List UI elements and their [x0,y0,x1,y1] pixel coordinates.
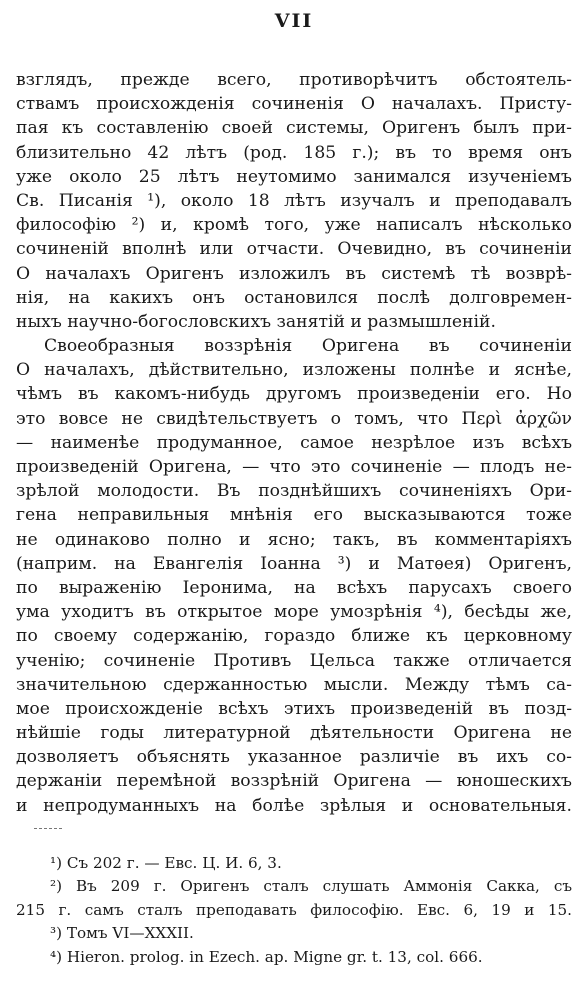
footnote: ²) Въ 209 г. Оригенъ сталъ слушать Аммонія Сакка, съ [50,877,572,896]
text-line: философію ²) и, кромѣ того, уже написалъ нѣсколько [16,215,572,236]
text-line: ученію; сочиненіе Противъ Цельса также отличается [16,650,572,671]
text-line: дозволяетъ объяснять указанное различіе въ ихъ со- [16,747,572,768]
text-line: значительною сдержанностью мысли. Между тѣмъ са- [16,674,572,695]
footnote: 215 г. самъ сталъ преподавать философію. Евс. 6, 19 и 15. [16,900,572,919]
text-line: ствамъ происхожденія сочиненія О началахъ. Присту- [16,94,572,115]
main-text [16,68,572,818]
footnotes [16,852,572,969]
text-line: это вовсе не свидѣтельствуетъ о томъ, что Περὶ ἀρχῶν [16,408,572,429]
text-line: держаніи перемѣной воззрѣній Оригена — юношескихъ [16,771,572,792]
text-line: нія, на какихъ онъ остановился послѣ долговремен- [16,287,572,308]
text-line: и непродуманныхъ на болѣе зрѣлыя и основательныя. [16,795,572,816]
text-line: зрѣлой молодости. Въ позднѣйшихъ сочиненіяхъ Ори- [16,481,572,502]
footnote: ¹) Съ 202 г. — Евс. Ц. И. 6, 3. [50,854,282,872]
text-line: по своему содержанію, гораздо ближе къ церковному [16,626,572,647]
text-line: (наприм. на Евангелія Іоанна ³) и Матѳея) Оригенъ, [16,553,572,574]
text-line: мое происхожденіе всѣхъ этихъ произведеній въ позд- [16,698,572,719]
text-line: О началахъ Оригенъ изложилъ въ системѣ тѣ возврѣ- [16,263,572,284]
text-line: сочиненій вполнѣ или отчасти. Очевидно, въ сочиненіи [16,239,572,260]
text-line: ныхъ научно-богословскихъ занятій и размышленій. [16,311,496,332]
text-line: — наименѣе продуманное, самое незрѣлое изъ всѣхъ [16,432,572,453]
text-line: близительно 42 лѣтъ (род. 185 г.); въ то время онъ [16,142,572,163]
text-line: чѣмъ въ какомъ-нибудь другомъ произведеніи его. Но [16,384,572,405]
text-line: пая къ составленію своей системы, Оригенъ былъ при- [16,118,572,139]
text-line: О началахъ, дѣйствительно, изложены полнѣе и яснѣе, [16,360,572,381]
text-line: не одинаково полно и ясно; такъ, въ комментаріяхъ [16,529,572,550]
text-line: гена неправильныя мнѣнія его высказываются тоже [16,505,572,526]
text-line: по выраженію Іеронима, на всѣхъ парусахъ своего [16,577,572,598]
text-line: произведеній Оригена, — что это сочиненіе — плодъ не- [16,457,572,477]
text-line: ума уходитъ въ открытое море умозрѣнія ⁴), бесѣды же, [16,602,572,623]
text-line: взглядъ, прежде всего, противорѣчитъ обстоятель- [16,70,572,90]
text-line: Своеобразныя воззрѣнія Оригена въ сочиненіи [44,336,572,357]
text-line: нѣйшіе годы литературной дѣятельности Оригена не [16,723,572,744]
footnote-separator [34,828,62,830]
text-line: уже около 25 лѣтъ неутомимо занимался изученіемъ [16,166,572,187]
footnote: ⁴) Hieron. prolog. in Ezech. ap. Migne gr. t. 13, col. 666. [50,947,483,966]
footnote: ³) Томъ VI—XXXII. [50,924,194,943]
page-number: VII [274,10,314,32]
text-line: Св. Писанія ¹), около 18 лѣтъ изучалъ и преподавалъ [16,190,572,211]
